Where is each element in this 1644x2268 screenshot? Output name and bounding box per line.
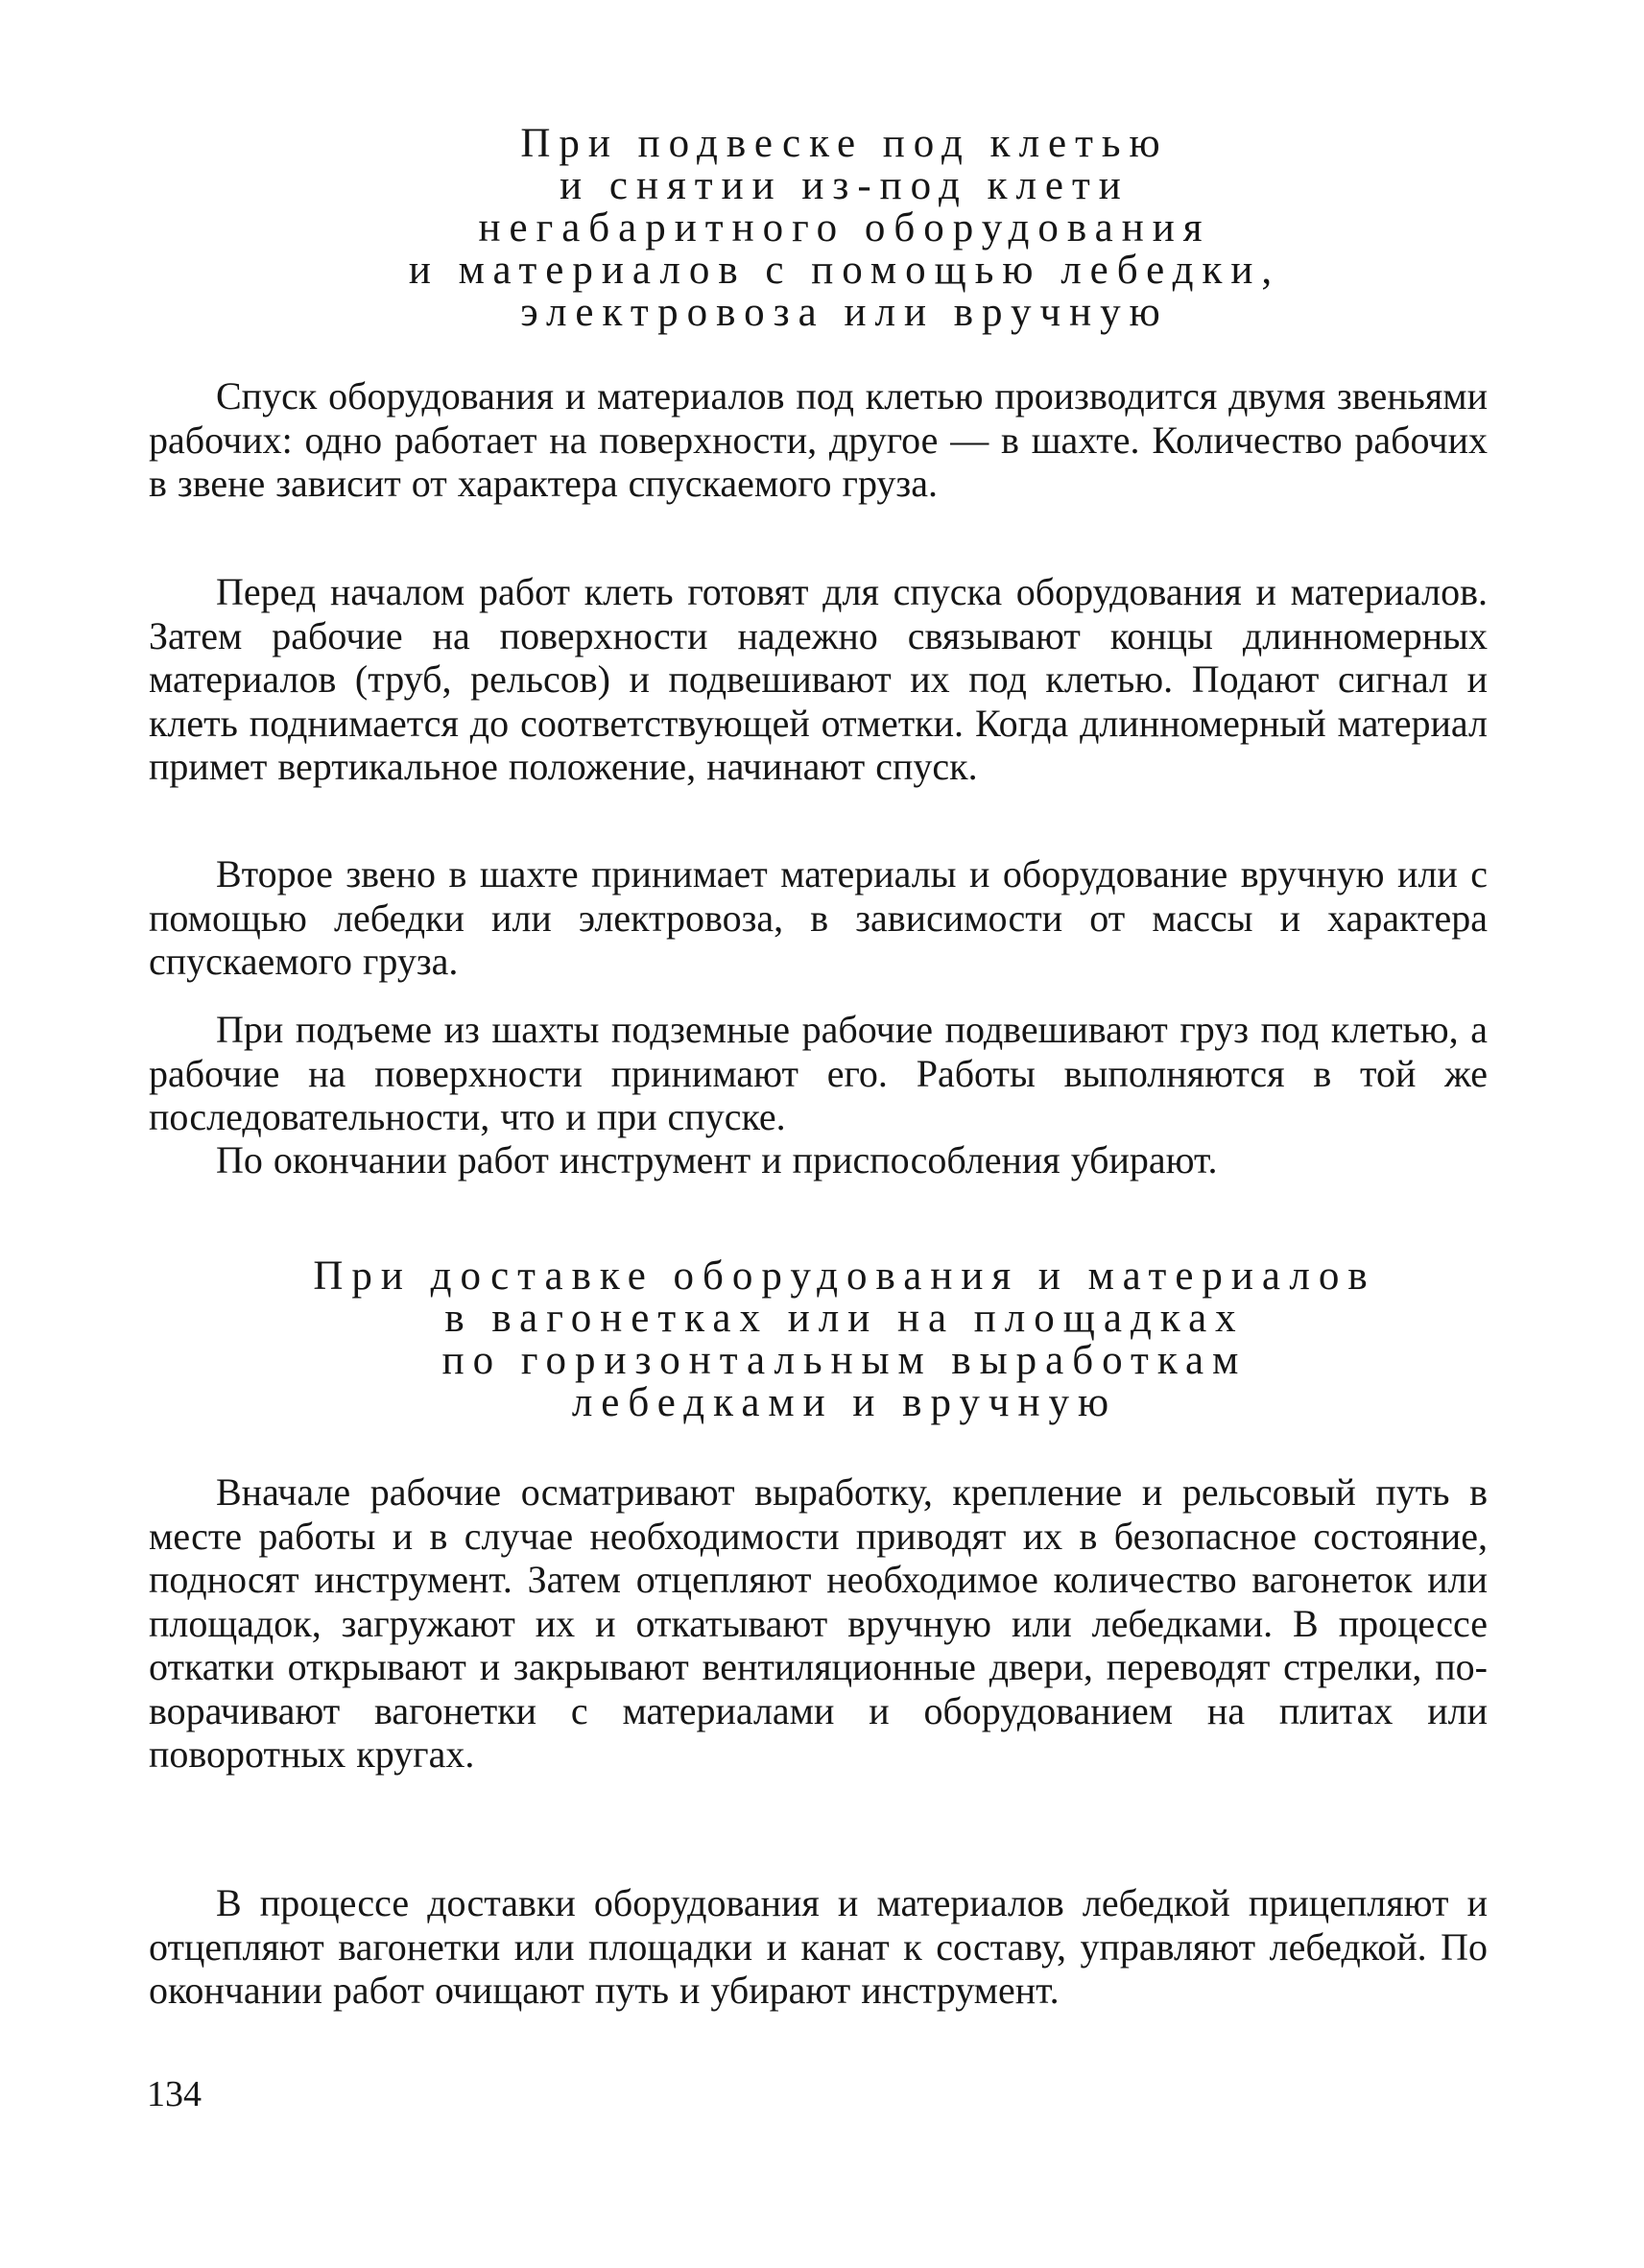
paragraph: По окончании работ инструмент и приспособления убирают. [216,1138,1218,1182]
heading-line: и материалов с помощью лебедки, [408,248,1281,293]
heading-line: электровоза или вручную [520,290,1169,335]
page-number: 134 [147,2074,202,2114]
heading-line: в вагонетках или на площадках [444,1296,1245,1341]
paragraph: В процессе доставки оборудования и материалов лебедкой прицепляют и отцепляют вагонетки или площадки и канат к составу, управляют лебедкой. По окончании работ очищают путь и убирают инструмент. [149,1881,1488,2012]
heading-line: и снятии из-под клети [560,163,1130,208]
section-heading-delivery [173,1255,1516,1424]
paragraph: Вначале рабочие осматривают выработку, крепление и рельсовый путь в месте работы и в случае необходимости приводят их в безопасное состояние, подносят инструмент. Затем отцепляют необходимое количество вагонеток или площадок, загружают их и откатывают вручную или лебедками. В процессе откатки открывают и закрывают вентиляционные двери, переводят стрелки, поворачивают вагонетки с материалами и оборудованием на плитах или поворотных кругах. [149,1470,1488,1776]
heading-line: лебедками и вручную [571,1380,1118,1425]
paragraph: Спуск оборудования и материалов под клетью производится двумя звеньями рабочих: одно работает на поверхности, другое — в шахте. Количество рабочих в звене зависит от характера спускаемого груза. [149,374,1488,505]
heading-line: При подвеске под клетью [520,121,1169,166]
heading-line: по горизонтальным выработкам [441,1338,1248,1383]
paragraph: Перед началом работ клеть готовят для спуска оборудования и материалов. Затем рабочие на поверхности надежно связывают концы длинномерных материалов (труб, рельсов) и подвешивают их под клетью. Подают сигнал и клеть поднимается до соответствующей отметки. Когда длинномерный материал примет вертикальное положение, начинают спуск. [149,570,1488,788]
paragraph: При подъеме из шахты подземные рабочие подвешивают груз под клетью, а рабочие на поверхности принимают его. Работы выполняются в той же последовательности, что и при спуске. [149,1008,1488,1138]
section-heading-suspension [173,123,1516,334]
heading-line: негабаритного оборудования [478,205,1211,251]
heading-line: При доставке оборудования и материалов [313,1253,1376,1299]
paragraph: Второе звено в шахте принимает материалы и оборудование вручную или с помощью лебедки или электровоза, в зависимости от массы и характера спускаемого груза. [149,852,1488,983]
